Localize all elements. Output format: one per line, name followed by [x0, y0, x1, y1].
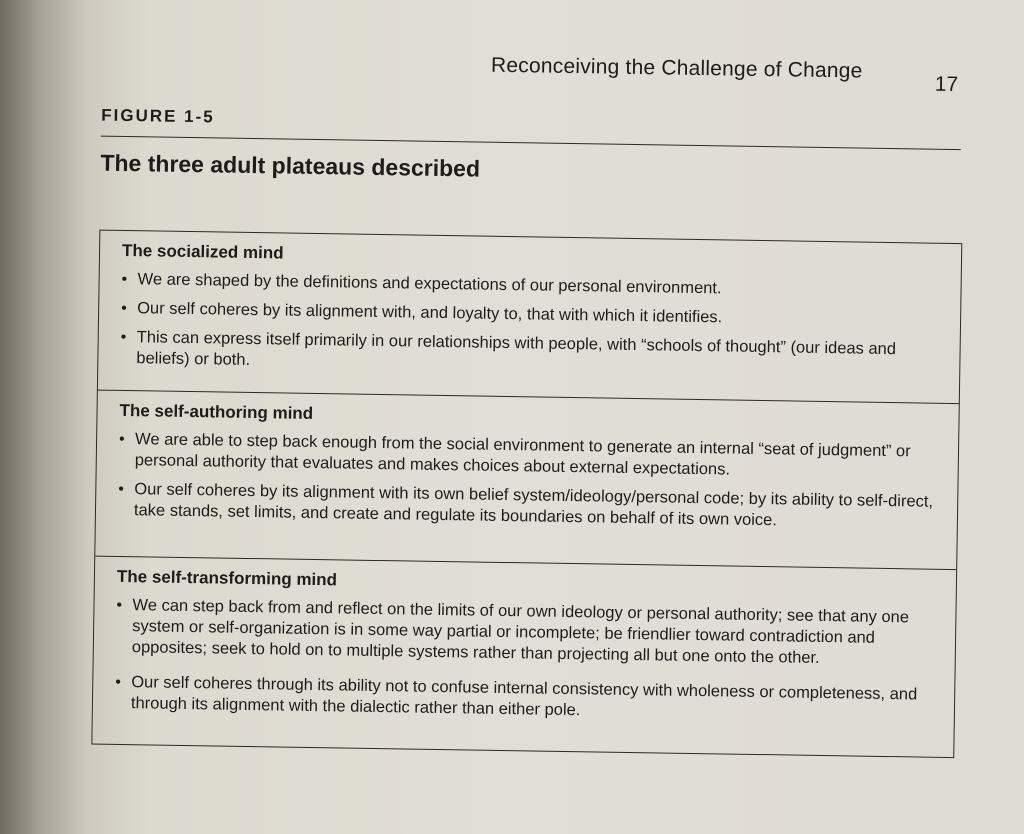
list-item: • Our self coheres by its alignment with, and loyalty to, that with which it identifies. [121, 299, 723, 327]
section-title: The self-authoring mind [119, 400, 314, 423]
list-item: • We can step back from and reflect on the limits of our own ideology or personal authority; see that any one system or self-organization is in some way partial or incomplete; be friendlier toward contradiction and opposites; seek to hold on to multiple systems rather than projecting all but one onto the other. [116, 596, 910, 667]
bullet-list [115, 595, 936, 727]
plateaus-table [91, 230, 962, 758]
list-item: • This can express itself primarily in our relationships with people, with “schools of thought” (our ideas and beliefs) or both. [120, 328, 897, 369]
bullet-icon: • [115, 673, 122, 691]
list-item: • We are shaped by the definitions and expectations of our personal environment. [121, 270, 722, 298]
bullet-icon: • [118, 480, 125, 499]
section-title: The socialized mind [121, 240, 284, 263]
page-number: 17 [934, 72, 959, 97]
section-socialized-mind [98, 231, 961, 405]
figure-title: The three adult plateaus described [100, 149, 481, 182]
bullet-list [118, 429, 938, 534]
list-item: • We are able to step back enough from the social environment to generate an internal “seat of judgment” or personal authority that evaluates and makes choices about external expectations. [118, 430, 911, 479]
bullet-icon: • [121, 270, 128, 289]
running-head: Reconceiving the Challenge of Change [490, 53, 863, 83]
list-item: • Our self coheres through its ability not to confuse internal consistency with wholeness or completeness, and through its alignment with the dialectic rather than either pole. [115, 673, 918, 720]
section-self-transforming-mind [92, 557, 956, 758]
bullet-icon: • [116, 596, 123, 614]
bullet-list [120, 269, 940, 382]
section-self-authoring-mind [95, 391, 959, 571]
bullet-icon: • [121, 299, 127, 318]
bullet-icon: • [120, 328, 127, 347]
bullet-icon: • [118, 430, 125, 449]
list-item: • Our self coheres by its alignment with its own belief system/ideology/personal code; by its ability to self-direct, take stands, set limits, and create and regulate its boundaries on behalf of its own voice. [118, 480, 934, 530]
section-title: The self-transforming mind [116, 566, 338, 590]
figure-label: FIGURE 1-5 [101, 105, 215, 127]
figure-rule [101, 136, 961, 151]
